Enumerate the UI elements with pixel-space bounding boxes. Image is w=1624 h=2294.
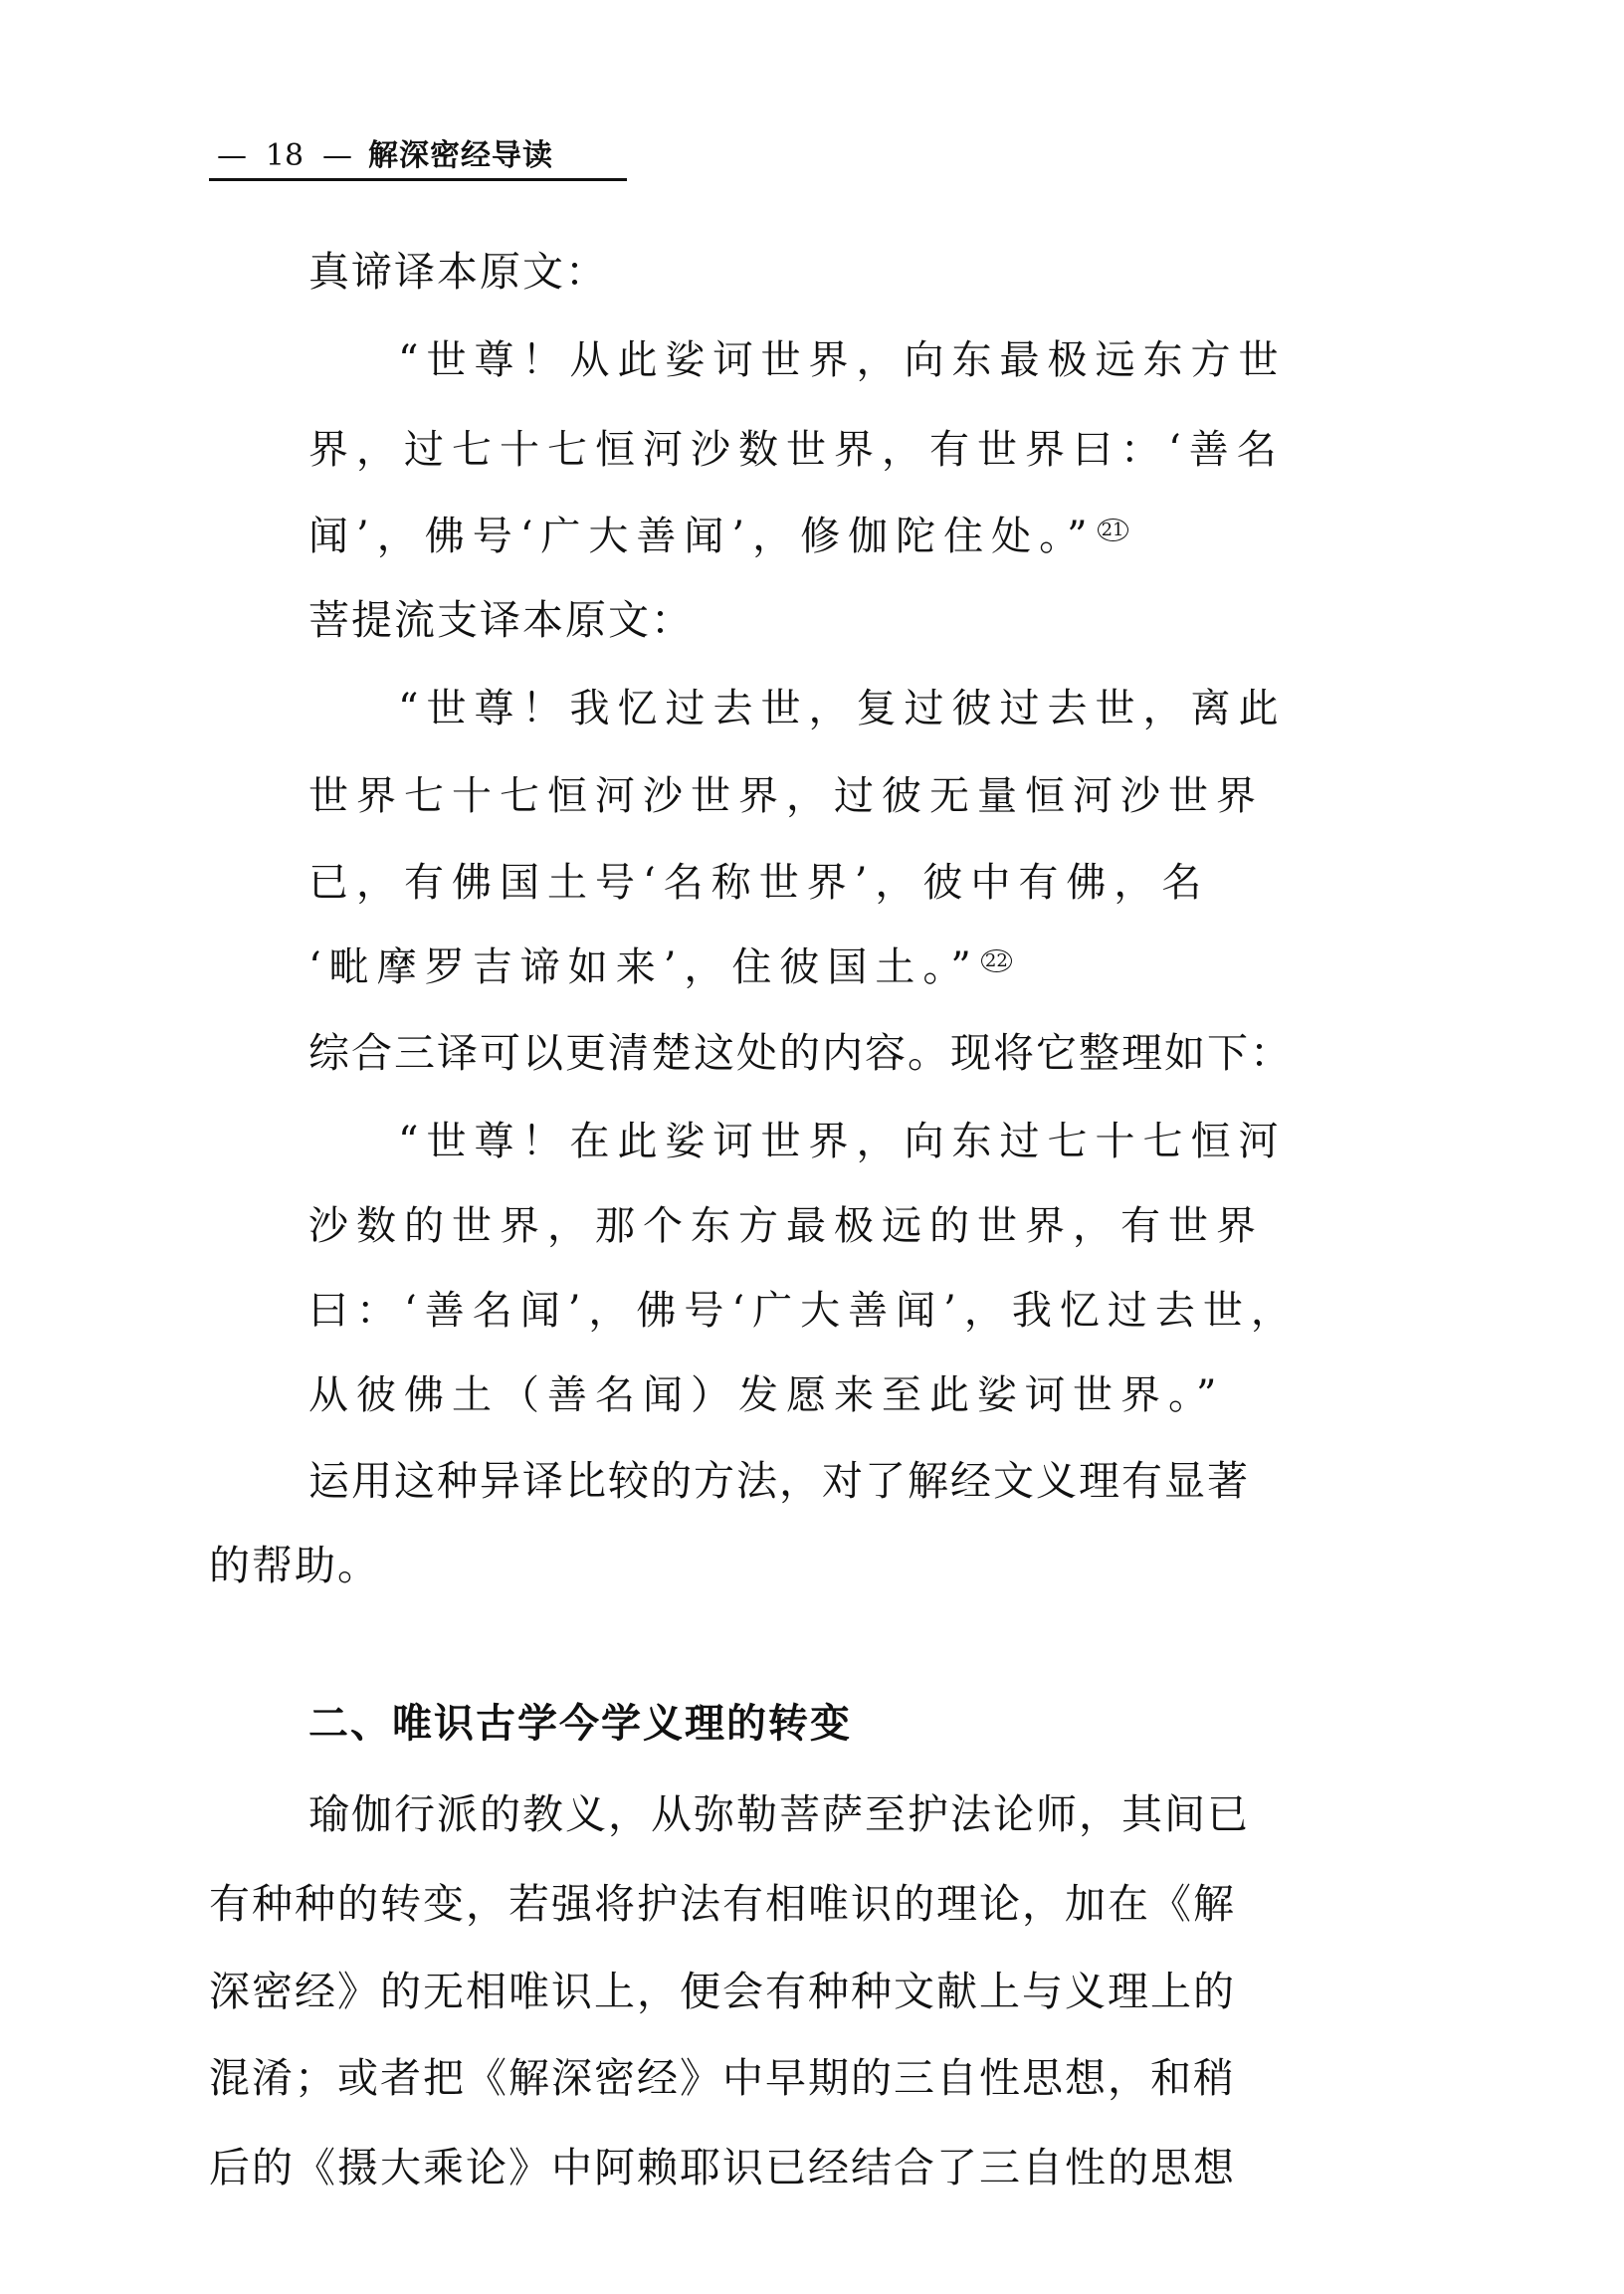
section-para-line-3: 深密经》的无相唯识上，便会有种种文献上与义理上的 (209, 1968, 1236, 2015)
bodhiruci-quote-line-4 (308, 936, 1012, 992)
summary-quote-line-4: 从彼佛土（善名闻）发愿来至此娑诃世界。” (308, 1372, 1225, 1418)
section-para-line-4: 混淆；或者把《解深密经》中早期的三自性思想，和稍 (209, 2054, 1236, 2102)
bodhiruci-quote-line-1: “世尊！我忆过去世，复过彼过去世，离此 (398, 686, 1287, 731)
summary-quote-line-1: “世尊！在此娑诃世界，向东过七十七恒河 (398, 1119, 1287, 1164)
method-para-line-1: 运用这种异译比较的方法，对了解经文义理有显著 (308, 1457, 1250, 1505)
zhendi-quote-line-1: “世尊！从此娑诃世界，向东最极远东方世 (398, 337, 1287, 383)
zhendi-quote-line-3 (308, 505, 1128, 561)
summary-intro: 综合三译可以更清楚这处的内容。现将它整理如下： (308, 1029, 1293, 1077)
section-para-line-5: 后的《摄大乘论》中阿赖耶识已经结合了三自性的思想 (209, 2144, 1236, 2191)
summary-quote-line-2: 沙数的世界，那个东方最极远的世界，有世界 (308, 1203, 1264, 1249)
page-number: 18 (265, 138, 304, 173)
section-para-line-2: 有种种的转变，若强将护法有相唯识的理论，加在《解 (209, 1880, 1236, 1928)
section-heading: 二、唯识古学今学义理的转变 (308, 1701, 852, 1747)
summary-quote-line-3: 曰：‘善名闻’，佛号‘广大善闻’，我忆过去世， (308, 1288, 1299, 1334)
zhendi-quote-line-2: 界，过七十七恒河沙数世界，有世界曰：‘善名 (308, 427, 1285, 473)
running-header (209, 134, 627, 181)
bodhiruci-quote-text-4: ‘毗摩罗吉谛如来’，住彼国土。” (308, 944, 979, 990)
label-bodhiruci: 菩提流支译本原文： (308, 596, 694, 644)
method-para-line-2: 的帮助。 (209, 1542, 380, 1589)
header-dash-right: — (322, 138, 352, 173)
section-para-line-1: 瑜伽行派的教义，从弥勒菩萨至护法论师，其间已 (308, 1790, 1250, 1838)
header-dash-left: — (217, 138, 247, 173)
zhendi-quote-text-3: 闻’，佛号‘广大善闻’，修伽陀住处。” (308, 514, 1096, 559)
label-zhendi: 真谛译本原文： (308, 248, 608, 296)
footnote-marker-22: 22 (981, 949, 1012, 972)
footnote-marker-21: 21 (1098, 519, 1128, 541)
bodhiruci-quote-line-3: 已，有佛国土号‘名称世界’，彼中有佛，名 (308, 860, 1210, 906)
bodhiruci-quote-line-2: 世界七十七恒河沙世界，过彼无量恒河沙世界 (308, 773, 1264, 819)
book-title: 解深密经导读 (368, 138, 553, 173)
